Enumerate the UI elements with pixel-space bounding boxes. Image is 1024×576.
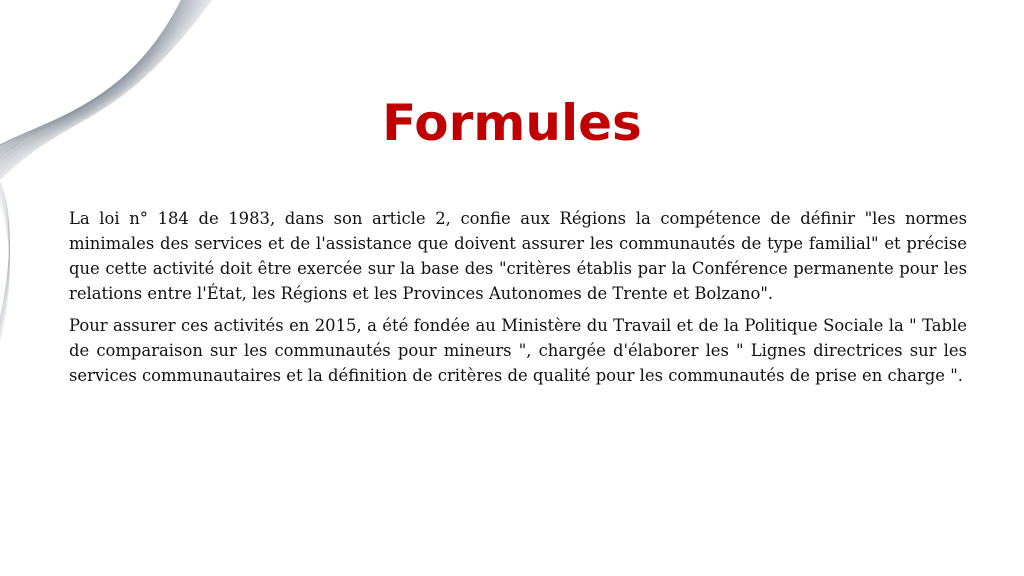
paragraph-1: La loi n° 184 de 1983, dans son article 2, confie aux Régions la compétence de définir "les normes minimales des services et de l'assistance que doivent assurer les communautés de type familial" et précise que cette activité doit être exercée sur la base des "critères établis par la Conférence permanente pour les relations entre l'État, les Régions et les Provinces Autonomes de Trente et Bolzano". (69, 209, 967, 303)
slide-title: Formules (382, 94, 642, 152)
slide-body (69, 206, 967, 395)
paragraph-2: Pour assurer ces activités en 2015, a été fondée au Ministère du Travail et de la Politique Sociale la " Table de comparaison sur les communautés pour mineurs ", chargée d'élaborer les " Lignes directrices sur les services communautaires et la définition de critères de qualité pour les communautés de prise en charge ". (69, 316, 967, 385)
